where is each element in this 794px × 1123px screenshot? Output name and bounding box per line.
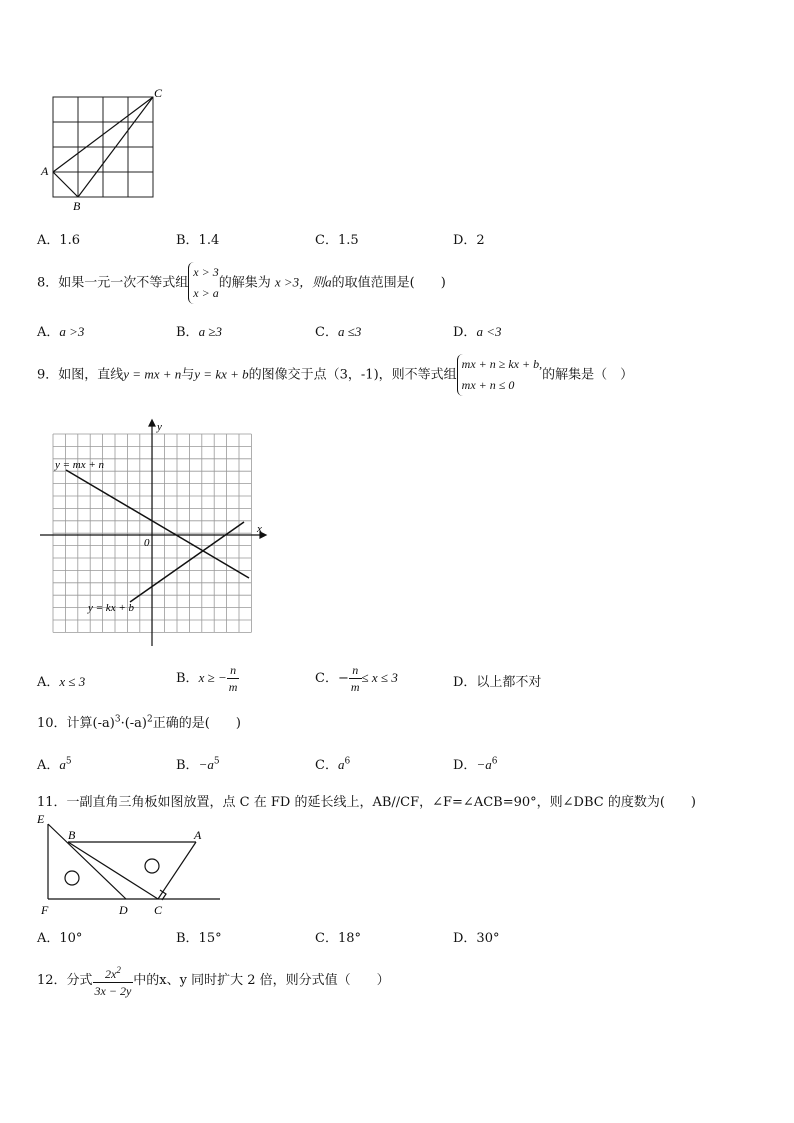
q8-option-b: B．a ≥3 — [176, 324, 222, 340]
q11-stem: 11．一副直角三角板如图放置，点 C 在 FD 的延长线上，AB//CF，∠F=∠ACB=90°，则∠DBC 的度数为( ) — [37, 795, 696, 810]
q8-row1: x > 3 — [193, 265, 219, 279]
q10-stem: 10．计算$(-a)^3\cdot(-a)^2$正确的是( ) — [37, 714, 241, 731]
q9-system — [457, 354, 542, 396]
q9-graph — [38, 418, 268, 650]
q9-y-axis-label: y — [157, 421, 162, 433]
q9-lines — [66, 470, 249, 602]
q8-mid1: 的解集为 — [218, 275, 271, 291]
q11-ac-line — [158, 842, 196, 899]
q7-option-d: D．2 — [453, 233, 485, 248]
q11-option-a: A．10° — [37, 931, 83, 946]
q10-option-c: C．$a^6$ — [315, 756, 351, 773]
q11-triangle-figure — [34, 810, 229, 920]
q10-option-d: D．$-a^6$ — [453, 756, 498, 773]
q9-line1: y = mx + n — [123, 366, 182, 382]
q12-stem: 12．分式 $\frac{2x^2}{3x - 2y}$ 中的x、y 同时扩大 2 倍，则分式值（ ） — [37, 962, 390, 999]
q7-option-a: A．1.6 — [37, 233, 81, 248]
q7-label-b: B — [73, 199, 81, 213]
svg-text:E: E — [37, 812, 45, 826]
svg-text:B: B — [68, 828, 76, 842]
q8-suffix: 的取值范围是( ) — [331, 275, 446, 291]
q9-conj: 与 — [181, 367, 195, 383]
q9-row2: mx + n ≤ 0 — [461, 378, 515, 392]
q11-option-c: C．18° — [315, 931, 361, 946]
svg-text:F: F — [41, 903, 49, 917]
svg-text:A: A — [194, 828, 202, 842]
q9-line2-label: y = kx + b — [88, 602, 134, 614]
q8-option-d: D．a <3 — [453, 324, 502, 340]
q8-prefix: 8．如果一元一次不等式组 — [37, 275, 189, 291]
q7-grid-figure — [38, 85, 173, 215]
q7-label-a: A — [41, 164, 49, 178]
q10-option-b: B．$-a^5$ — [176, 756, 220, 773]
q11-option-b: B．15° — [176, 931, 222, 946]
q10-option-a: A．$a^5$ — [37, 756, 72, 773]
q7-grid-lines — [53, 97, 153, 197]
q7-option-c: C．1.5 — [315, 233, 359, 248]
q8-option-a: A．a >3 — [37, 324, 85, 340]
q9-mid: 的图像交于点（3，-1)，则不等式组 — [248, 367, 457, 383]
q9-line2: y = kx + b — [194, 366, 249, 382]
q9-x-axis-label: x — [257, 523, 262, 535]
q8-stem — [37, 262, 446, 304]
q9-row1: mx + n ≥ kx + b, — [461, 357, 543, 371]
q8-option-c: C．a ≤3 — [315, 324, 362, 340]
q8-mid-expr: x >3，则 — [274, 274, 326, 290]
q8-system — [188, 262, 218, 304]
q7-option-b: B．1.4 — [176, 233, 220, 248]
q9-stem — [37, 354, 633, 396]
q9-origin-label: 0 — [144, 537, 150, 549]
q11-ed-line — [48, 824, 126, 899]
q11-hole-left — [65, 871, 79, 885]
q9-prefix: 9．如图，直线 — [37, 367, 124, 383]
q11-bc-line — [68, 842, 158, 899]
q8-row2: x > a — [193, 286, 219, 300]
q8-var: a — [325, 274, 332, 290]
q11-hole-right — [145, 859, 159, 873]
q9-suffix: 的解集是（ ） — [542, 367, 634, 383]
svg-text:C: C — [154, 903, 163, 917]
q11-option-d: D．30° — [453, 931, 500, 946]
svg-text:D: D — [119, 903, 128, 917]
q12-fraction: $\frac{2x^2}{3x - 2y}$ — [93, 962, 134, 999]
q9-line1-label: y = mx + n — [55, 459, 105, 471]
q9-option-a: A．x ≤ 3 — [37, 674, 86, 690]
q9-option-b: B．x ≥ − $\frac{n}{m}$ — [176, 663, 238, 694]
q9-option-d: D．以上都不对 — [453, 675, 542, 690]
q9-option-c: C．− $\frac{n}{m}$ ≤ x ≤ 3 — [315, 663, 398, 694]
q7-label-c: C — [154, 86, 163, 100]
